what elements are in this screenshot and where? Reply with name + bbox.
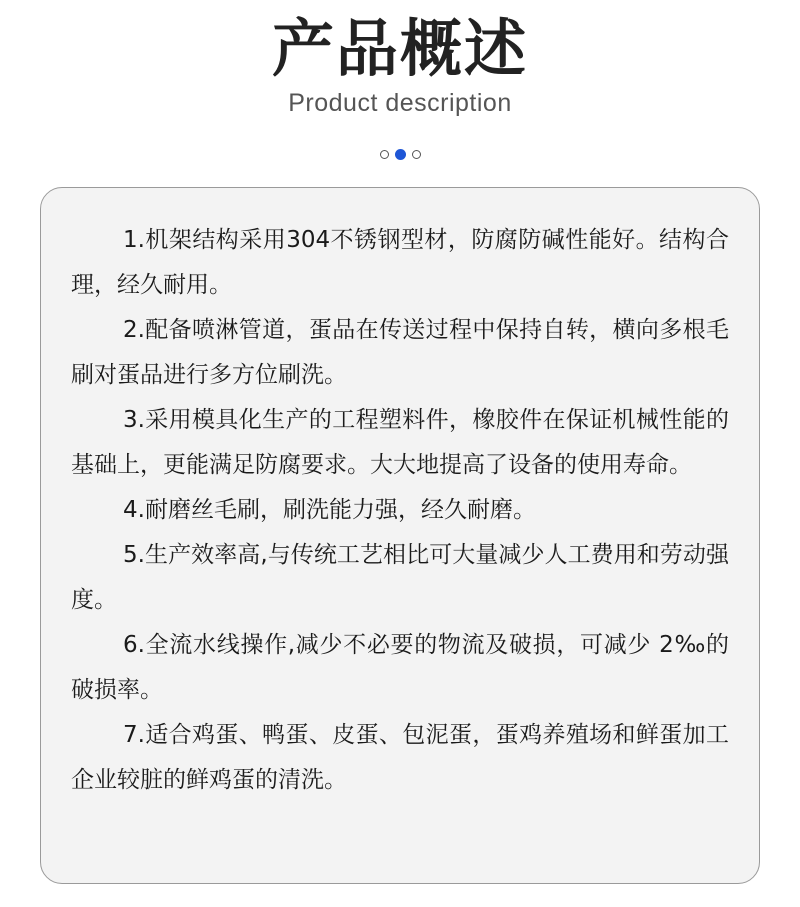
- description-item-3: 3.采用模具化生产的工程塑料件，橡胶件在保证机械性能的基础上，更能满足防腐要求。大大地提高了设备的使用寿命。: [71, 407, 729, 478]
- page-title: 产品概述: [271, 12, 528, 85]
- description-item-4: 4.耐磨丝毛刷，刷洗能力强，经久耐磨。: [123, 497, 536, 523]
- pagination-dot-2-active[interactable]: [395, 149, 406, 160]
- description-item-1: 1.机架结构采用304不锈钢型材，防腐防碱性能好。结构合理，经久耐用。: [71, 227, 729, 298]
- description-item-7: 7.适合鸡蛋、鸭蛋、皮蛋、包泥蛋，蛋鸡养殖场和鲜蛋加工企业较脏的鲜鸡蛋的清洗。: [71, 722, 729, 793]
- description-item-2: 2.配备喷淋管道，蛋品在传送过程中保持自转，横向多根毛刷对蛋品进行多方位刷洗。: [71, 317, 729, 388]
- pagination-dots: [0, 149, 800, 160]
- page-subtitle: Product description: [288, 89, 512, 117]
- pagination-dot-3[interactable]: [412, 150, 421, 159]
- description-item-5: 5.生产效率高,与传统工艺相比可大量减少人工费用和劳动强度。: [71, 542, 729, 613]
- description-card: [40, 187, 760, 884]
- description-item-6: 6.全流水线操作,减少不必要的物流及破损，可减少 2‰的破损率。: [71, 632, 729, 703]
- pagination-dot-1[interactable]: [380, 150, 389, 159]
